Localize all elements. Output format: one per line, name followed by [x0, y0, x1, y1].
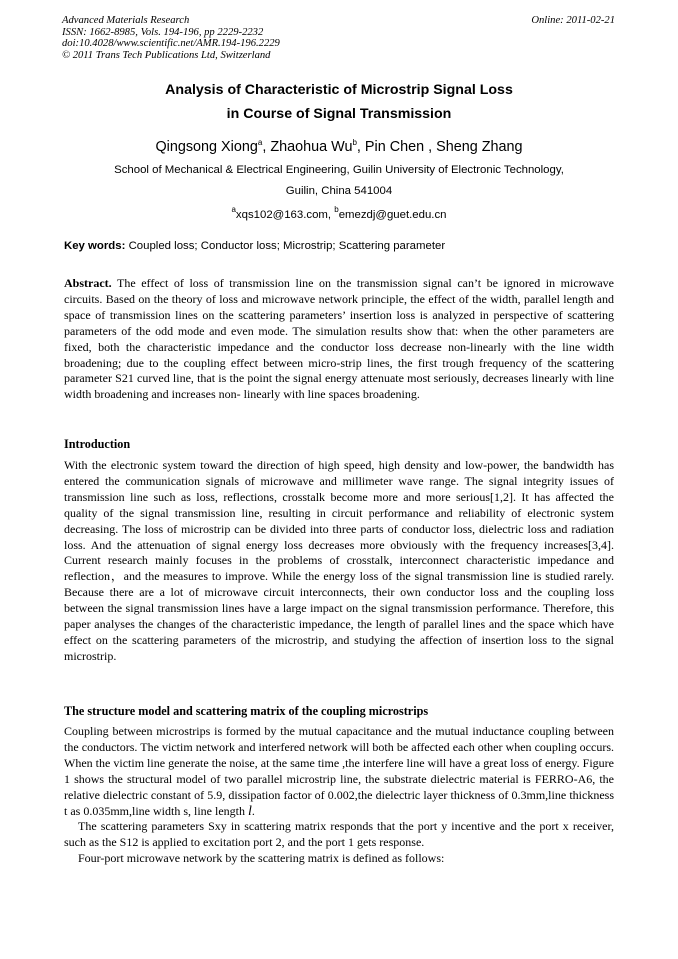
introduction-paragraph: With the electronic system toward the direction of high speed, high density and low-power, the bandwidth has entered the communication signals of microwave and millimeter wave range. The signal integrity issues of transmission line such as loss, reflections, crosstalk become more and more serious[1,2]. It has affected the quality of the signal transmission line, resulting in circuit performance and reliability of electronic system decreasing. The loss of microstrip can be divided into three parts of conductor loss, dielectric loss and radiation loss. And the attenuation of signal energy loss decreases more obviously with the frequency increases[3,4]. Current research mainly focuses in the problems of crosstalk, interconnect characteristic impedance and reflection，and the measures to improve. While the energy loss of the signal transmission line is studied rarely. Because there are a lot of microwave circuit interconnects, their own conductor loss and the coupling loss between the signal transmission lines have a large impact on the signal transmission performance. Therefore, this paper analyses the changes of the characteristic impedance, the length of parallel lines and the space which have effect on the scattering parameters of the microstrip, and studying the affection of insertion loss to the signal microstrip. [64, 458, 614, 663]
author-2: , Zhaohua Wu [262, 139, 353, 155]
author-list [0, 138, 678, 155]
paper-title-line-1: Analysis of Characteristic of Microstrip Signal Loss [165, 82, 513, 98]
keywords [64, 240, 445, 252]
affiliation-line-2: Guilin, China 541004 [285, 185, 393, 197]
email-b[interactable]: emezdj@guet.edu.cn [338, 209, 447, 221]
structure-paragraph-3: Four-port microwave network by the scattering matrix is defined as follows: [78, 851, 445, 866]
journal-header [62, 15, 615, 61]
structure-paragraph-2: The scattering parameters Sxy in scattering matrix responds that the port y incentive and the port x receiver, such as the S12 is applied to excitation port 2, and the port 1 gets response. [64, 819, 614, 850]
structure-text [64, 724, 614, 867]
issn-line: ISSN: 1662-8985, Vols. 194-196, pp 2229-2232 [62, 26, 264, 38]
introduction-text [64, 458, 614, 665]
online-date: Online: 2011-02-21 [531, 15, 615, 26]
author-1-sup: a [257, 138, 263, 147]
email-line [0, 205, 678, 221]
structure-p1-text: Coupling between microstrips is formed by the mutual capacitance and the mutual inductance coupling between the conductors. The victim network and interfered network will both be affected each other when coupling occurs. When the victim line generate the noise, at the same time ,the interfere line will have a great loss of energy. Figure 1 shows the structural model of two parallel microstrip line, the substrate dielectric material is FERRO-A6, the relative dielectric constant of 5.9, dissipation factor of 0.002,the dielectric layer thickness of 0.3mm,line thickness t as 0.035mm,line width s, line length [64, 724, 614, 818]
affiliation-line-1: School of Mechanical & Electrical Engineering, Guilin University of Electronic Technology, [114, 164, 564, 176]
doi-line: doi:10.4028/www.scientific.net/AMR.194-196.2229 [62, 38, 280, 50]
author-1: Qingsong Xiong [155, 139, 258, 155]
structure-p1-end: . [251, 803, 255, 818]
other-authors: , Pin Chen , Sheng Zhang [356, 139, 523, 155]
paper-title-line-2: in Course of Signal Transmission [226, 106, 452, 122]
journal-name: Advanced Materials Research [62, 15, 190, 26]
keywords-label: Key words: [64, 240, 126, 252]
email-b-sup: b [334, 205, 339, 214]
line-length-symbol: l [247, 803, 252, 819]
structure-paragraph-1 [64, 724, 614, 819]
abstract-label: Abstract. [64, 276, 112, 290]
abstract [64, 276, 614, 403]
email-a-sup: a [231, 205, 236, 214]
copyright-line: © 2011 Trans Tech Publications Ltd, Switzerland [62, 49, 271, 61]
author-2-sup: b [352, 138, 357, 147]
structure-heading: The structure model and scattering matrix of the coupling microstrips [64, 704, 429, 718]
keywords-text: Coupled loss; Conductor loss; Microstrip; Scattering parameter [125, 240, 446, 252]
introduction-heading: Introduction [64, 437, 131, 451]
email-a[interactable]: xqs102@163.com, [235, 209, 335, 221]
abstract-text: The effect of loss of transmission line on the transmission signal can’t be ignored in microwave circuits. Based on the theory of loss and microwave network principle, the effect of the width, parallel length and space of transmission lines on the scattering parameters’ insertion loss is analyzed in perspective of scattering parameters of the odd mode and even mode. The simulation results show that: when the other parameters are fixed, both the characteristic impedance and the conductor loss decrease non-linearly with the line width broadening; due to the coupling effect between micro-strip lines, the first trough frequency of the scattering parameter S21 curved line, that is the point the signal energy attenuate most seriously, decreases linearly with line width broadening and increases non- linearly with line spaces broadening. [64, 276, 614, 402]
